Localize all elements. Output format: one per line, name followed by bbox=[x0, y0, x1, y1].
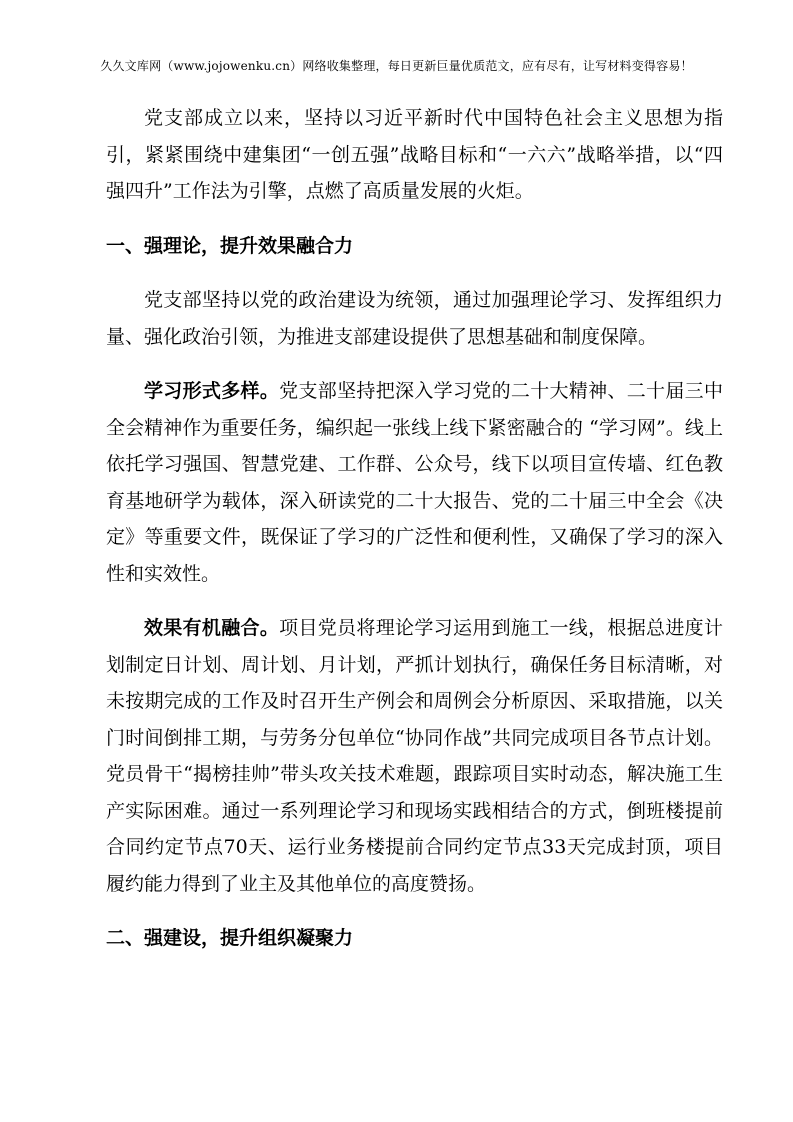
intro-paragraph: 党支部成立以来，坚持以习近平新时代中国特色社会主义思想为指引，紧紧围绕中建集团“一创五强”战略目标和“一六六”战略举措，以“四强四升”工作法为引擎，点燃了高质量发展的火炬。 bbox=[106, 107, 723, 202]
section-1-summary: 党支部坚持以党的政治建设为统领，通过加强理论学习、发挥组织力量、强化政治引领，为推进支部建设提供了思想基础和制度保障。 bbox=[106, 289, 723, 348]
section-1-item-1 bbox=[106, 373, 723, 592]
item-2-body: 项目党员将理论学习运用到施工一线，根据总进度计划制定日计划、周计划、月计划，严抓计划执行，确保任务目标清晰，对未按期完成的工作及时召开生产例会和周例会分析原因、采取措施，以关门时间倒排工期，与劳务分包单位“协同作战”共同完成项目各节点计划。党员骨干“揭榜挂帅”带头攻关技术难题，跟踪项目实时动态，解决施工生产实际困难。通过一系列理论学习和现场实践相结合的方式，倒班楼提前合同约定节点70天、运行业务楼提前合同约定节点33天完成封顶，项目履约能力得到了业主及其他单位的高度赞扬。 bbox=[106, 617, 723, 895]
item-2-lead: 效果有机融合。 bbox=[144, 617, 280, 639]
section-1-item-2 bbox=[106, 610, 723, 902]
document-body bbox=[106, 100, 723, 975]
item-1-body: 党支部坚持把深入学习党的二十大精神、二十届三中全会精神作为重要任务，编织起一张线上线下紧密融合的 “学习网”。线上依托学习强国、智慧党建、工作群、公众号，线下以项目宣传墙、红色教育基地研学为载体，深入研读党的二十大报告、党的二十届三中全会《决定》等重要文件，既保证了学习的广泛性和便利性，又确保了学习的深入性和实效性。 bbox=[106, 380, 723, 585]
item-1-lead: 学习形式多样。 bbox=[144, 380, 280, 402]
header-note: 久久文库网（www.jojowenku.cn）网络收集整理，每日更新巨量优质范文，应有尽有，让写材料变得容易！ bbox=[100, 59, 693, 73]
section-2-heading: 二、强建设，提升组织凝聚力 bbox=[106, 927, 354, 949]
section-1-heading: 一、强理论，提升效果融合力 bbox=[106, 234, 354, 257]
